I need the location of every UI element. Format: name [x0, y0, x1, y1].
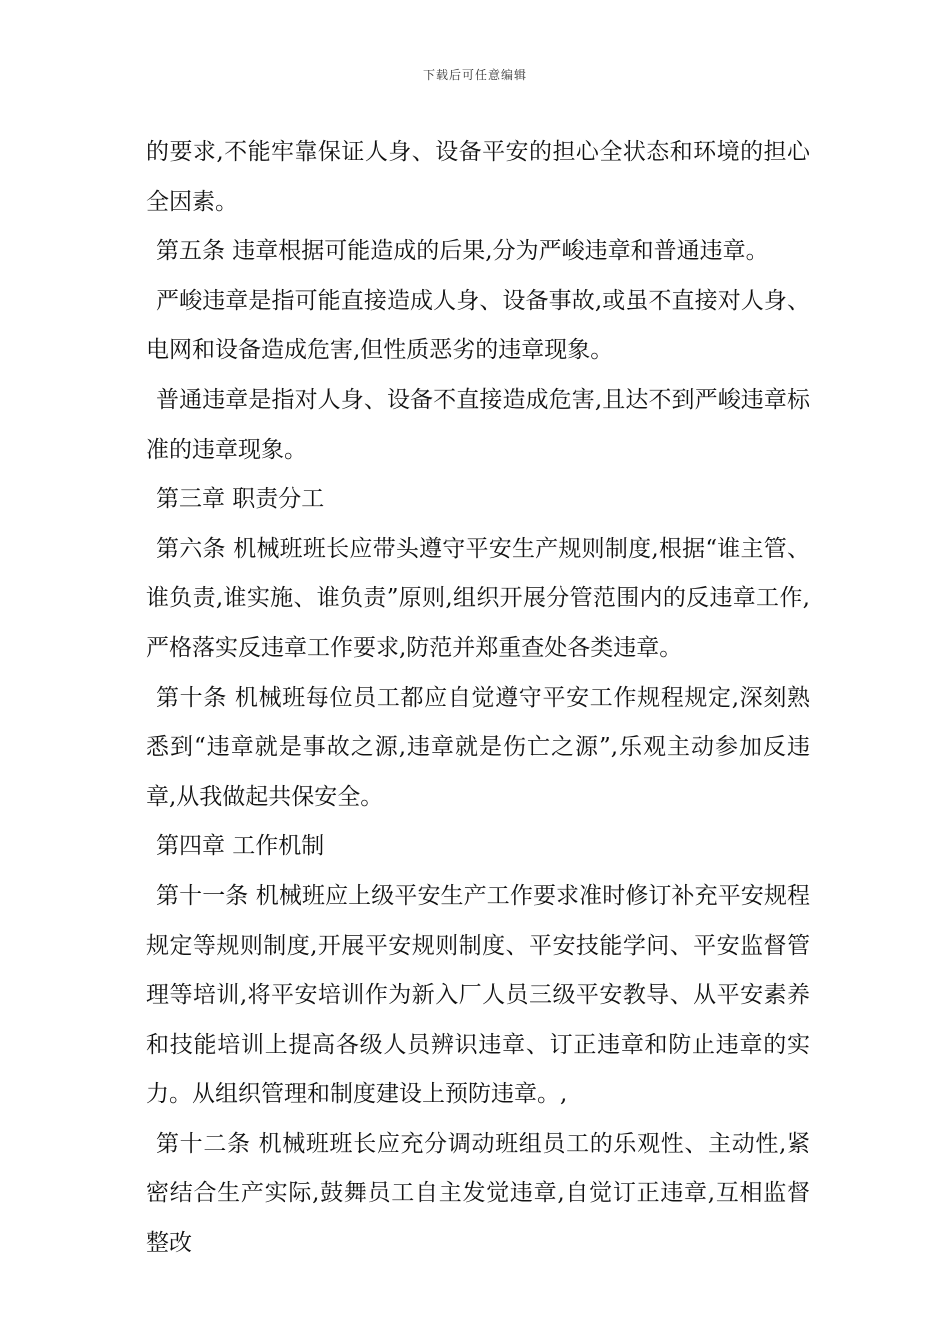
- chapter-3-heading: 第三章 职责分工: [156, 486, 325, 513]
- article-6: 第六条 机械班班长应带头遵守平安生产规则制度,根据“谁主管、谁负责,谁实施、谁负责”原则,组织开展分管范围内的反违章工作,严格落实反违章工作要求,防范并郑重查处各类违章。: [146, 535, 810, 661]
- paragraph-continuation: 的要求,不能牢靠保证人身、设备平安的担心全状态和环境的担心全因素。: [146, 139, 810, 215]
- article-5: 第五条 违章根据可能造成的后果,分为严峻违章和普通违章。: [156, 238, 769, 265]
- article-12: 第十二条 机械班班长应充分调动班组员工的乐观性、主动性,紧密结合生产实际,鼓舞员工自主发觉违章,自觉订正违章,互相监督整改: [146, 1130, 810, 1257]
- page-header: 下载后可任意编辑: [422, 68, 527, 82]
- article-10: 第十条 机械班每位员工都应自觉遵守平安工作规程规定,深刻熟悉到“违章就是事故之源,违章就是伤亡之源”,乐观主动参加反违章,从我做起共保安全。: [146, 684, 810, 810]
- article-11: 第十一条 机械班应上级平安生产工作要求准时修订补充平安规程规定等规则制度,开展平安规则制度、平安技能学问、平安监督管理等培训,将平安培训作为新入厂人员三级平安教导、从平安素养和技能培训上提高各级人员辨识违章、订正违章和防止违章的实力。从组织管理和制度建设上预防违章。,: [146, 882, 810, 1108]
- serious-violation-definition: 严峻违章是指可能直接造成人身、设备事故,或虽不直接对人身、电网和设备造成危害,但性质恶劣的违章现象。: [146, 287, 810, 364]
- general-violation-definition: 普通违章是指对人身、设备不直接造成危害,且达不到严峻违章标准的违章现象。: [146, 386, 810, 463]
- document-body: [146, 128, 810, 1269]
- chapter-4-heading: 第四章 工作机制: [156, 833, 325, 860]
